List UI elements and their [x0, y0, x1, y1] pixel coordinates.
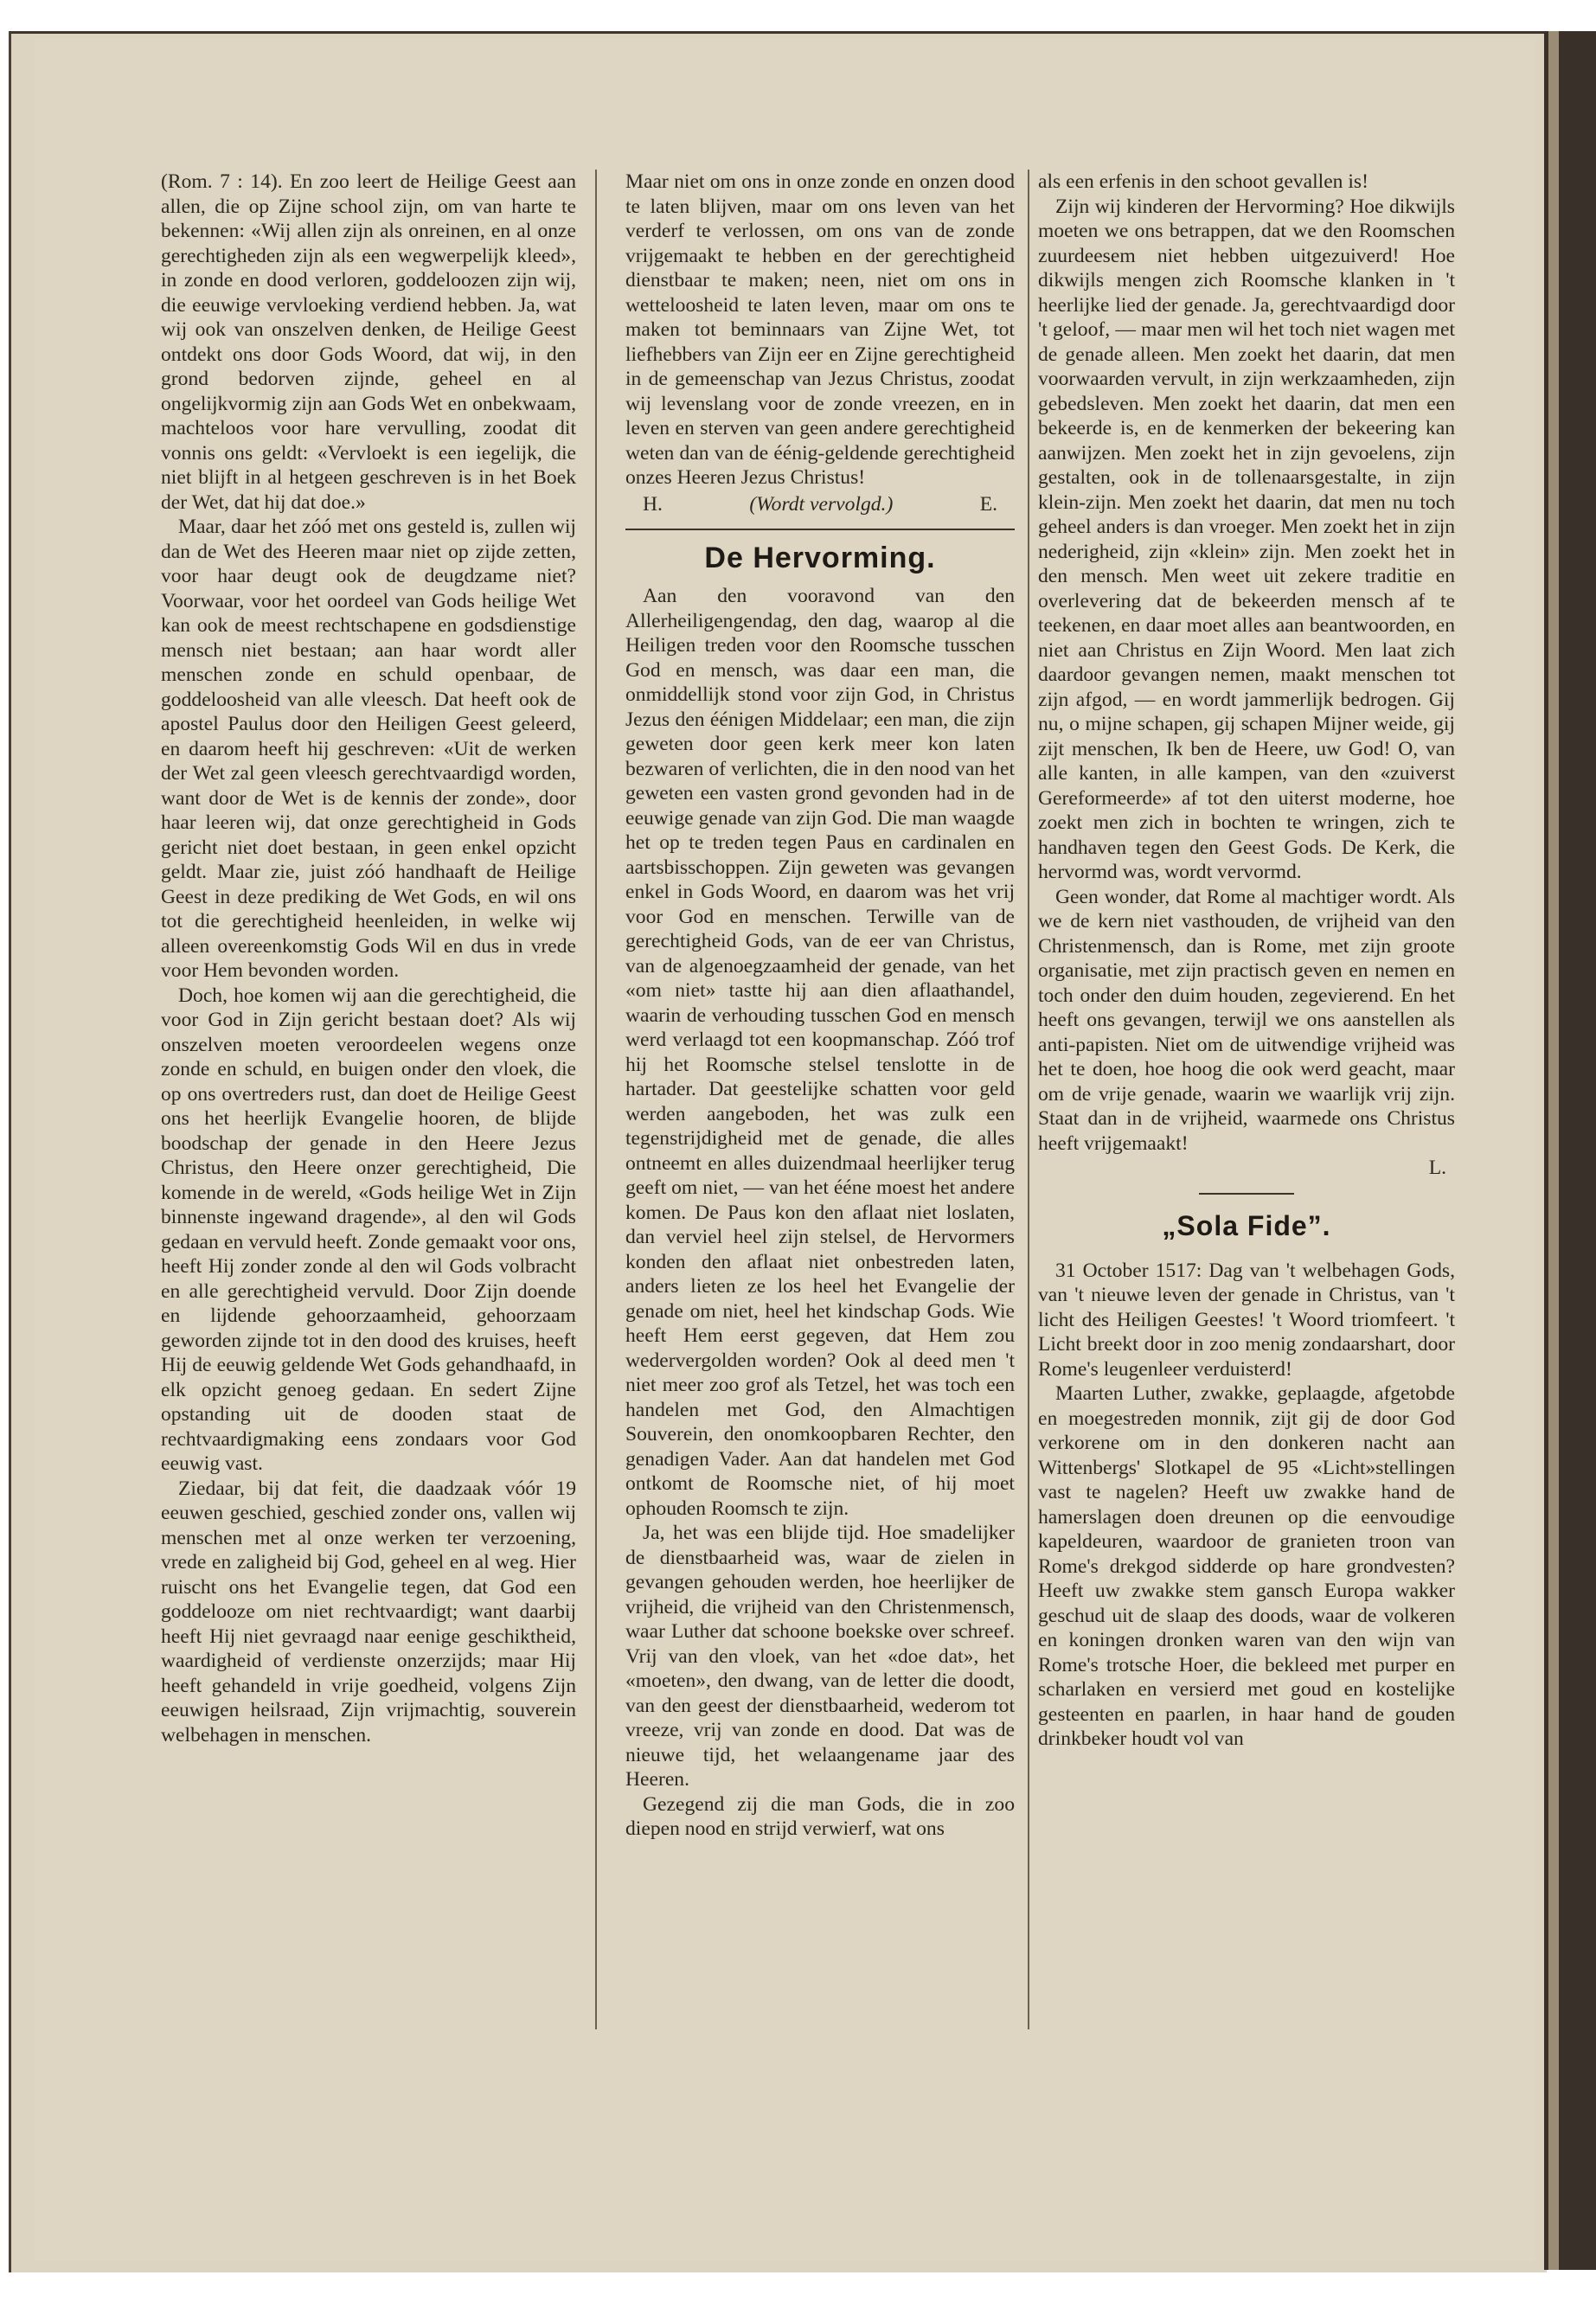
- column-left: [161, 170, 576, 1747]
- paragraph: Maar, daar het zóó met ons gesteld is, zullen wij dan de Wet des Heeren maar niet op zijde zetten, voor haar deugt ook de deugdzame niet? Voorwaar, voor het oordeel van Gods heilige Wet kan ook de meest rechtschapene en godsdienstige mensch niet bestaan; aan haar wordt aller menschen zonde en schuld openbaar, de goddeloosheid van alle vleesch. Dat heeft ook de apostel Paulus door den Heiligen Geest geleerd, en daarom heeft hij geschreven: «Uit de werken der Wet zal geen vleesch gerechtvaardigd worden, want door de Wet is de kennis der zonde», door haar leeren wij, dat onze gerechtigheid in Gods gericht niet doet bestaan, in geen enkel opzicht geldt. Maar zie, juist zóó handhaaft de Heilige Geest in deze prediking de Wet Gods, en wil ons tot die gerechtigheid heenleiden, in welke wij alleen overeenkomstig Gods Wil en dus in vrede voor Hem bevonden worden.: [161, 516, 576, 982]
- paragraph: (Rom. 7 : 14). En zoo leert de Heilige Geest aan allen, die op Zijne school zijn, om van harte te bekennen: «Wij allen zijn als onreinen, en al onze gerechtigheden zijn als een wegwerpelijk kleed», in zonde en dood verloren, goddeloozen zijn wij, die eeuwige vervloeking verdiend hebben. Ja, wat wij ook van onszelven denken, de Heilige Geest ontdekt ons door Gods Woord, dat wij, in den grond bedorven zijnde, geheel en al ongelijkvormig zijn aan Gods Wet en onbekwaam, machteloos voor hare vervulling, zoodat dit vonnis ons geldt: «Vervloekt is een iegelijk, die niet blijft in al hetgeen geschreven is in het Boek der Wet, dat hij dat doe.»: [161, 170, 576, 514]
- signature-initial: E.: [979, 492, 997, 516]
- article-signature: [625, 492, 1015, 517]
- column-divider: [595, 170, 597, 2029]
- column-right: [1038, 170, 1455, 1752]
- paragraph: Ja, het was een blijde tijd. Hoe smadelijker de dienstbaarheid was, waar de zielen in gevangen gehouden werden, hoe heerlijker de vrijheid, die vrijheid van den Christenmensch, waar Luther dat schoone boekske over schreef. Vrij van den vloek, van het «doe dat», het «moeten», den dwang, van de letter die doodt, van den geest der dienstbaarheid, wederom tot vreeze, vrij van zonde en dood. Dat was de nieuwe tijd, het welaangename jaar des Heeren.: [625, 1522, 1015, 1791]
- continued-note: (Wordt vervolgd.): [749, 492, 894, 516]
- article-signature: [1038, 1156, 1455, 1181]
- paragraph: Aan den vooravond van den Allerheiligengendag, den dag, waarop al die Heiligen treden voor den Roomsche tusschen God en mensch, was daar een man, die onmiddellijk stond voor zijn God, in Christus Jezus den éénigen Middelaar; een man, die zijn geweten door geen kerk meer kon laten bezwaren of verlichten, die in den nood van het geweten een vasten grond gevonden had in de eeuwige genade van zijn God. Die man waagde het op te treden tegen Paus en cardinalen en aartsbisschoppen. Zijn geweten was gevangen enkel in Gods Woord, en daarom was het vrij voor God en menschen. Terwille van de gerechtigheid Gods, van de eer van Christus, van de algenoegzaamheid der genade, van het «om niet» tastte hij aan dien aflaathandel, waarin de verhouding tusschen God en mensch werd verlaagd tot een koopmanschap. Zóó trof hij het Roomsche stelsel tenslotte in de hartader. Dat geestelijke schatten voor geld werden aangeboden, het was zulk een tegenstrijdigheid met de genade, die alles ontneemt en alles duizendmaal heerlijker terug geeft om niet, — van het ééne moest het andere komen. De Paus kon den aflaat niet loslaten, dan verviel heel zijn stelsel, de Hervormers konden den aflaat niet onbestreden laten, anders lieten ze los heel het Evangelie der genade om niet, heel het kindschap Gods. Wie heeft Hem eerst gegeven, dat Hem zou wedervergolden worden? Ook al deed men 't niet meer zoo grof als Tetzel, het was toch een handelen met God, den Almachtigen Souverein, den onomkoopbaren Rechter, den genadigen Vader. Aan dat handelen met God ontkomt de Roomsche niet, of hij moet ophouden Roomsch te zijn.: [625, 585, 1015, 1520]
- article-separator: [625, 529, 1015, 530]
- paragraph: Ziedaar, bij dat feit, die daadzaak vóór 19 eeuwen geschied, geschied zonder ons, vallen wij menschen met al onze werken ter verzoening, vrede en zaligheid bij God, geheel en al weg. Hier ruischt ons het Evangelie tegen, dat God een goddelooze om niet rechtvaardigt; want daarbij heeft Hij niet gevraagd naar eenige geschiktheid, waardigheid of verdienste onzerzijds; maar Hij heeft gehandeld in vrije goedheid, volgens Zijn eeuwigen heilsraad, Zijn vrijmachtig, souverein welbehagen in menschen.: [161, 1477, 576, 1747]
- paragraph: Gezegend zij die man Gods, die in zoo diepen nood en strijd verwierf, wat ons: [625, 1792, 1015, 1840]
- paragraph: Zijn wij kinderen der Hervorming? Hoe dikwijls moeten we ons betrappen, dat we den Roomschen zuurdeesem niet hebben uitgezuiverd! Hoe dikwijls mengen zich Roomsche klanken in 't heerlijke lied der genade. Ja, gerechtvaardigd door 't geloof, — maar men wil het toch niet wagen met de genade alleen. Men zoekt het daarin, dat men voorwaarden vervult, in zijn werkzaamheden, zijn gebedsleven. Men zoekt het daarin, dat men een bekeerde is, en de kenmerken der bekeering kan aanwijzen. Men zoekt het in zijn gevoelens, zijn gestalten, ook in de tollenaarsgestalte, in zijn klein-zijn. Men zoekt het daarin, dat men nu toch geheel anders is dan vroeger. Men zoekt het in zijn nederigheid, zijn «klein» zijn. Men zoekt het in den mensch. Men weet uit zekere traditie en overlevering dat de bekeerden mensch af te teekenen, en daar moet alles aan beantwoorden, en niet aan Christus en Zijn Woord. Men laat zich daardoor gevangen nemen, maakt menschen tot zijn afgod, — en wordt jammerlijk bedrogen. Gij nu, o mijne schapen, gij schapen Mijner weide, gij zijt menschen, Ik ben de Heere, uw God! O, van alle kanten, in alle kampen, van den «zuiverst Gereformeerde» af tot den uiterst moderne, hoe zoekt men zich in bochten te wringen, zich te handhaven tegen den Geest Gods. De Kerk, die hervormd was, wordt vervormd.: [1038, 195, 1455, 883]
- article-headline: De Hervorming.: [704, 542, 936, 574]
- paragraph: als een erfenis in den schoot gevallen is!: [1038, 170, 1368, 193]
- paragraph: Maarten Luther, zwakke, geplaagde, afgetobde en moegestreden monnik, zijt gij de door God verkorene om in den donkeren nacht aan Wittenbergs' Slotkapel de 95 «Licht»stellingen vast te nagelen? Heeft uw zwakke hand de hamerslagen doen dreunen op die eenvoudige kapeldeuren, waardoor de granieten troon van Rome's drekgod sidderde op hare grondvesten? Heeft uw zwakke stem gansch Europa wakker geschud uit de slaap des doods, waar de volkeren en koningen dronken waren van den wijn van Rome's trotsche Hoer, die bekleed met purper en scharlaken en versierd met goud en kostelijke gesteenten en paarlen, in haar hand de gouden drinkbeker houdt vol van: [1038, 1382, 1455, 1750]
- article-headline: „Sola Fide”.: [1162, 1209, 1331, 1241]
- article-separator: [1199, 1193, 1294, 1195]
- paragraph: Geen wonder, dat Rome al machtiger wordt. Als we de kern niet vasthouden, de vrijheid van den Christenmensch, dan is Rome, met zijn groote organisatie, met zijn practisch geven en nemen en toch onder den duim houden, zegevierend. En het heeft ons gevangen, terwijl we ons aanstellen als anti-papisten. Niet om de uitwendige vrijheid was het te doen, hoe hoog die ook werd geacht, maar om de vrije genade, waarin we waarlijk vrij zijn. Staat dan in de vrijheid, waarmede ons Christus heeft vrijgemaakt!: [1038, 885, 1455, 1155]
- paragraph: 31 October 1517: Dag van 't welbehagen Gods, van 't nieuwe leven der genade in Christus, van 't licht des Heiligen Geestes! 't Woord triomfeert. 't Licht breekt door in zoo menig zondaarshart, door Rome's leugenleer verduisterd!: [1038, 1259, 1455, 1381]
- signature-initial: H.: [643, 492, 663, 516]
- column-middle: [625, 170, 1015, 1842]
- page-edge: [1548, 31, 1559, 2270]
- column-divider: [1028, 170, 1029, 2029]
- signature-initial: L.: [1428, 1157, 1446, 1179]
- paragraph: Maar niet om ons in onze zonde en onzen dood te laten blijven, maar om ons leven van het verderf te verlossen, om ons van de zonde vrijgemaakt te hebben en der gerechtigheid dienstbaar te maken; neen, niet om ons in wetteloosheid te laten leven, maar om ons te maken tot beminnaars van Zijne Wet, tot liefhebbers van Zijn eer en Zijne gerechtigheid in de gemeenschap van Jezus Christus, zoodat wij levenslang voor de zonde vreezen, en in leven en sterven van geen andere gerechtigheid weten dan van de éénig-geldende gerechtigheid onzes Heeren Jezus Christus!: [625, 170, 1015, 489]
- paragraph: Doch, hoe komen wij aan die gerechtigheid, die voor God in Zijn gericht bestaan doet? Als wij onszelven moeten veroordeelen wegens onze zonde en schuld, en buigen onder den vloek, die op ons overtreders rust, dan doet de Heilige Geest ons het heerlijk Evangelie hooren, de blijde boodschap der genade in den Heere Jezus Christus, den Heere onzer gerechtigheid, Die komende in de wereld, «Gods heilige Wet in Zijn binnenste ingewand dragende», al den wil Gods gedaan en vervuld heeft. Zonde gemaakt voor ons, heeft Hij zonder zonde al den wil Gods volbracht en alle gerechtigheid vervuld. Door Zijn doende en lijdende gehoorzaamheid, gehoorzaam geworden zijnde tot in den dood des kruises, heeft Hij de eeuwig geldende Wet Gods gehandhaafd, in elk opzicht genoeg gedaan. En sedert Zijne opstanding uit de dooden staat de rechtvaardigmaking eens zondaars voor God eeuwig vast.: [161, 984, 576, 1475]
